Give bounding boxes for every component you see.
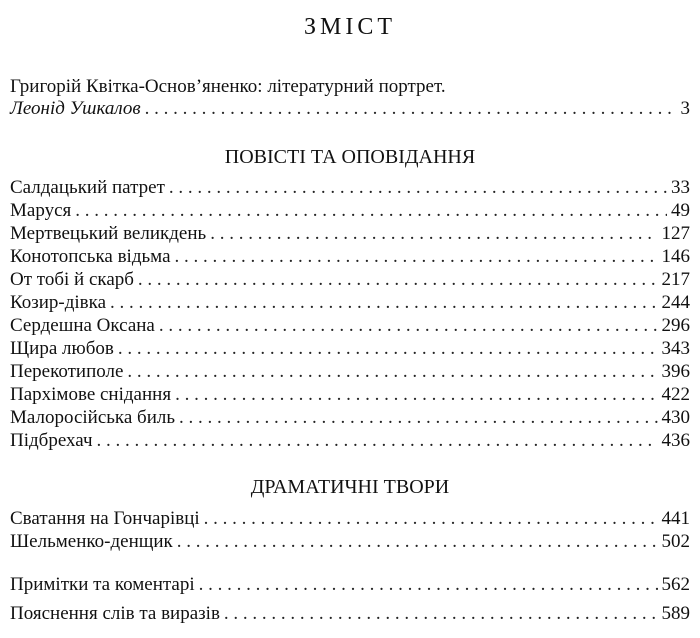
entry-label: Маруся bbox=[10, 200, 72, 221]
entry-label: Конотопська відьма bbox=[10, 246, 171, 267]
toc-entry[interactable] bbox=[10, 269, 690, 291]
page-number: 502 bbox=[661, 531, 690, 552]
dot-leader bbox=[127, 361, 657, 383]
entry-label: Шельменко-денщик bbox=[10, 531, 173, 552]
entry-label: Пояснення слів та виразів bbox=[10, 603, 220, 624]
page-number: 244 bbox=[661, 292, 690, 313]
dot-leader bbox=[175, 246, 658, 268]
dot-leader bbox=[210, 223, 657, 245]
toc-entry[interactable] bbox=[10, 177, 690, 199]
dot-leader bbox=[118, 338, 658, 360]
toc-entry[interactable] bbox=[10, 200, 690, 222]
entry-label: Щира любов bbox=[10, 338, 114, 359]
dot-leader bbox=[138, 269, 658, 291]
entry-label: Сердешна Оксана bbox=[10, 315, 155, 336]
toc-entry[interactable] bbox=[10, 384, 690, 406]
dot-leader bbox=[175, 384, 657, 406]
toc-entry[interactable] bbox=[10, 361, 690, 383]
page-number: 436 bbox=[661, 430, 690, 451]
entry-label: Пархімове снідання bbox=[10, 384, 172, 405]
dot-leader bbox=[159, 315, 658, 337]
dot-leader bbox=[199, 574, 658, 596]
toc-entry[interactable] bbox=[10, 430, 690, 452]
page-number: 422 bbox=[661, 384, 690, 405]
toc-entry[interactable] bbox=[10, 407, 690, 429]
page-number: 430 bbox=[661, 407, 690, 428]
page-number: 3 bbox=[680, 98, 690, 119]
toc-entry[interactable] bbox=[10, 338, 690, 360]
toc-entry[interactable] bbox=[10, 603, 690, 625]
dot-leader bbox=[179, 407, 657, 429]
entry-label: Мертвецький великдень bbox=[10, 223, 207, 244]
dot-leader bbox=[169, 177, 667, 199]
entry-label: Козир-дівка bbox=[10, 292, 107, 313]
entry-label: От тобі й скарб bbox=[10, 269, 134, 290]
section-title-stories: ПОВІСТІ ТА ОПОВІДАННЯ bbox=[224, 146, 476, 168]
entry-label: Перекотиполе bbox=[10, 361, 124, 382]
dot-leader bbox=[97, 430, 658, 452]
page-number: 396 bbox=[661, 361, 690, 382]
toc-entry[interactable] bbox=[10, 508, 690, 530]
page-number: 127 bbox=[661, 223, 690, 244]
entry-label: Підбрехач bbox=[10, 430, 93, 451]
dot-leader bbox=[224, 603, 658, 625]
page-number: 296 bbox=[661, 315, 690, 336]
toc-entry[interactable] bbox=[10, 292, 690, 314]
toc-entry[interactable] bbox=[10, 315, 690, 337]
entry-label: Салдацький патрет bbox=[10, 177, 165, 198]
dot-leader bbox=[177, 531, 658, 553]
page-title: ЗМІСТ bbox=[303, 14, 397, 40]
page-number: 343 bbox=[661, 338, 690, 359]
dot-leader bbox=[75, 200, 667, 222]
page-number: 33 bbox=[671, 177, 690, 198]
toc-entry[interactable] bbox=[10, 531, 690, 553]
page-number: 589 bbox=[661, 603, 690, 624]
section-title-dramas: ДРАМАТИЧНІ ТВОРИ bbox=[250, 476, 450, 498]
page-number: 562 bbox=[661, 574, 690, 595]
toc-entry[interactable] bbox=[10, 246, 690, 268]
intro-title: Григорій Квітка-Основ’яненко: літературний портрет. bbox=[10, 76, 446, 97]
dot-leader bbox=[110, 292, 657, 314]
dot-leader bbox=[204, 508, 658, 530]
entry-label: Примітки та коментарі bbox=[10, 574, 195, 595]
entry-label: Малоросійська биль bbox=[10, 407, 176, 428]
dot-leader bbox=[145, 98, 677, 120]
toc-entry[interactable] bbox=[10, 223, 690, 245]
page-number: 217 bbox=[661, 269, 690, 290]
entry-label: Сватання на Гончарівці bbox=[10, 508, 200, 529]
intro-author: Леонід Ушкалов bbox=[10, 98, 141, 119]
toc-entry[interactable] bbox=[10, 574, 690, 596]
page-number: 49 bbox=[671, 200, 690, 221]
intro-entry[interactable] bbox=[10, 98, 690, 120]
page-number: 441 bbox=[661, 508, 690, 529]
page-number: 146 bbox=[661, 246, 690, 267]
